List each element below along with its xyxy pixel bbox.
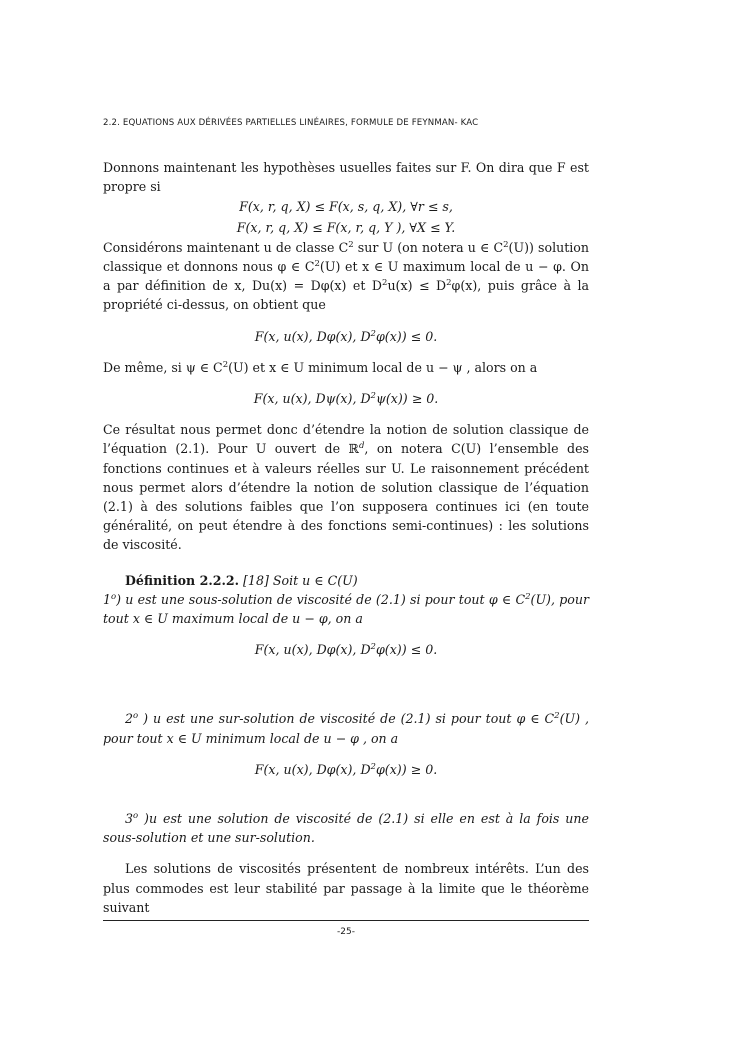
equation-proper-1: F(x, r, q, X) ≤ F(x, s, q, X), ∀r ≤ s, (239, 199, 453, 215)
equation-viscosity-supersolution: F(x, u(x), Dφ(x), $D^2\varphi(x)) \ge 0$. (254, 761, 438, 777)
paragraph-stability: Les solutions de viscosités présentent de nombreux intérêts. L’un des plus commodes est leur stabilité par passage à la limite que le théorème suivant (103, 861, 589, 915)
definition-item-2: 2$^o$ ) u est une sur-solution de viscosité de (2.1) si pour tout φ ∈ $C^2(U)$ , pour tout x ∈ U minimum local de u − φ , on a (103, 711, 589, 746)
running-header: 2.2. EQUATIONS AUX DÉRIVÉES PARTIELLES LINÉAIRES, FORMULE DE FEYNMAN- KAC (103, 118, 479, 128)
paragraph-classical-solution: Considérons maintenant u de classe $C^2$ sur U (on notera u ∈ $C^2(U)$) solution classique et donnons nous φ ∈ $C^2(U)$ et x ∈ U maximum local de u − φ. On a par définition de x, Du(x) = Dφ(x) et $D^2u(x) \le D^2\varphi(x)$, puis grâce à la propriété ci-dessus, on obtient que (103, 239, 589, 313)
page-number: -25- (337, 927, 355, 937)
equation-subsolution-classical: F(x, u(x), Dφ(x), $D^2\varphi(x)) \le 0$. (254, 328, 438, 344)
definition-item-3: 3$^o$ )u est une solution de viscosité de (2.1) si elle en est à la fois une sous-solution et une sur-solution. (103, 811, 589, 846)
paragraph-extension: Ce résultat nous permet donc d’étendre la notion de solution classique de l’équation (2.1). Pour U ouvert de ℝ$^d$, on notera C(U) l’ensemble des fonctions continues et à valeurs réelles sur U. Le raisonnement précédent nous permet alors d’étendre la notion de solution classique de l’équation (2.1) à des solutions faibles que l’on supposera continues ici (en toute généralité, on peut étendre à des fonctions semi-continues) : les solutions de viscosité. (103, 422, 589, 553)
paragraph-minimum: De même, si ψ ∈ $C^2(U)$ et x ∈ U minimum local de u − ψ , alors on a (103, 359, 538, 375)
footer-rule (103, 920, 589, 921)
page-body (103, 158, 589, 917)
equation-supersolution-classical: F(x, u(x), Dψ(x), $D^2\psi(x)) \ge 0$. (253, 391, 439, 407)
definition-item-1: 1$^o$) u est une sous-solution de viscosité de (2.1) si pour tout φ ∈ $C^2(U)$, pour tout x ∈ U maximum local de u − φ, on a (103, 591, 589, 627)
equation-viscosity-subsolution: F(x, u(x), Dφ(x), $D^2\varphi(x)) \le 0$. (254, 642, 438, 658)
paragraph-proper: Donnons maintenant les hypothèses usuelles faites sur F. On dira que F est propre si (103, 160, 589, 195)
equation-proper-2: F(x, r, q, X) ≤ F(x, r, q, Y ), ∀X ≤ Y. (236, 219, 456, 235)
definition-heading: Définition 2.2.2. [18] Soit u ∈ C(U) (125, 572, 358, 588)
